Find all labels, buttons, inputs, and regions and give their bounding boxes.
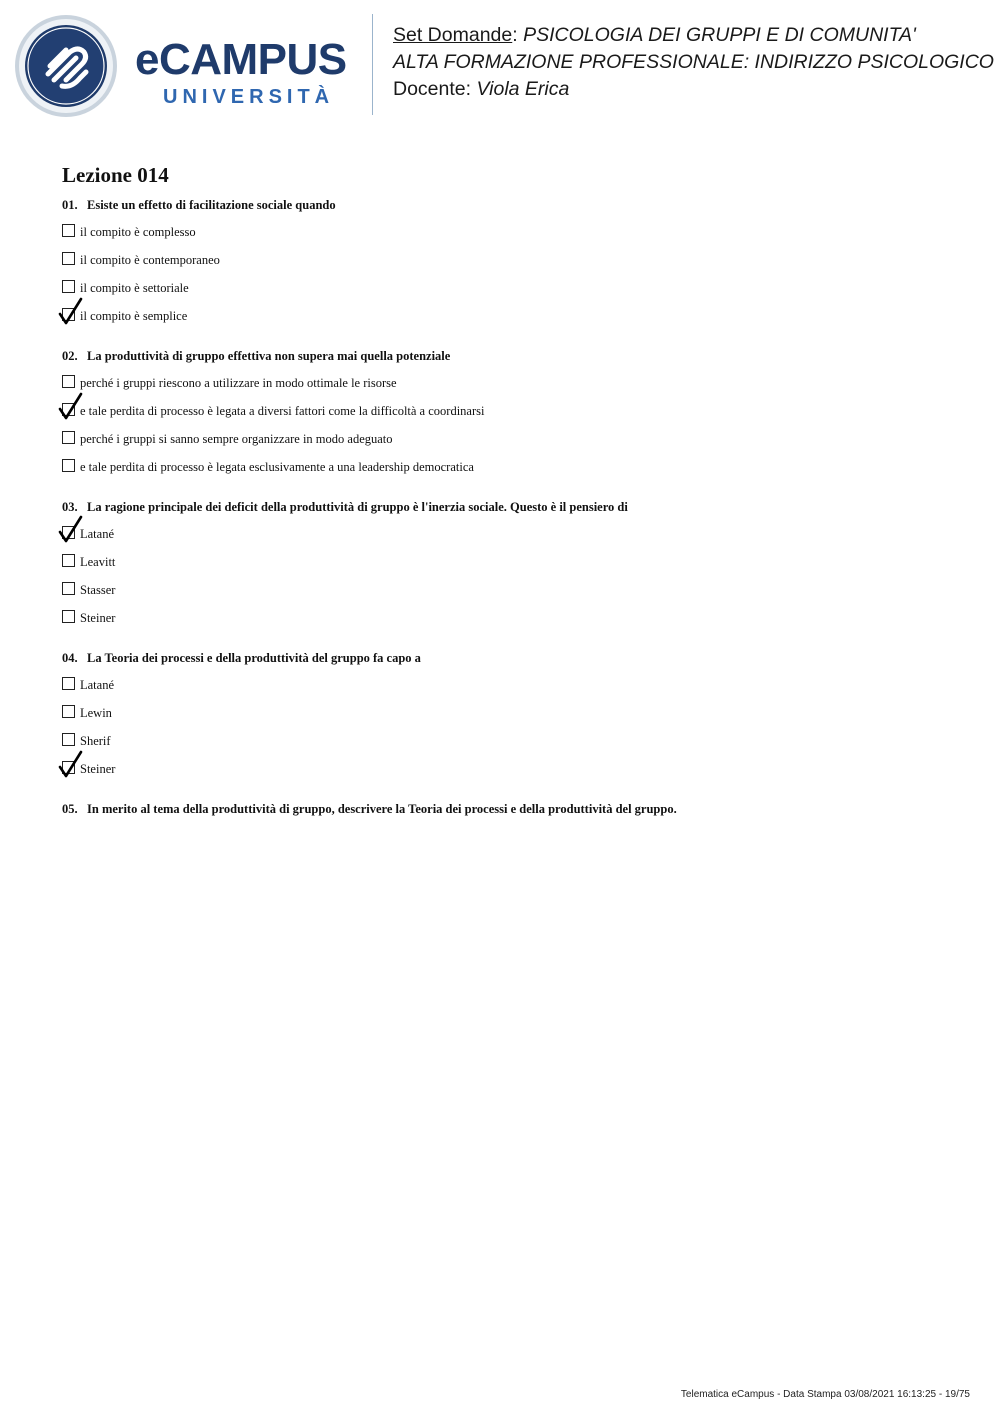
set-colon: : <box>512 24 524 46</box>
brand-name: eCAMPUS <box>135 35 347 84</box>
set-value: PSICOLOGIA DEI GRUPPI E DI COMUNITA' <box>523 24 916 46</box>
program-line: ALTA FORMAZIONE PROFESSIONALE: INDIRIZZO PSICOLOGICO <box>393 51 994 73</box>
brand-wordmark <box>135 36 365 116</box>
answer-text: e tale perdita di processo è legata a diversi fattori come la difficoltà a coordinarsi <box>80 404 485 418</box>
answer-text: il compito è settoriale <box>80 281 189 295</box>
answer-text: il compito è contemporaneo <box>80 253 220 267</box>
header-info <box>393 22 993 103</box>
ecampus-logo <box>14 14 359 118</box>
question-title <box>62 348 450 364</box>
teacher-line <box>393 76 993 103</box>
teacher-label: Docente: <box>393 78 472 100</box>
answer-checkbox[interactable] <box>62 252 75 265</box>
question-title <box>62 197 336 213</box>
ecampus-seal-icon <box>14 14 118 118</box>
set-line <box>393 22 993 49</box>
answer-text: e tale perdita di processo è legata esclusivamente a una leadership democratica <box>80 460 474 474</box>
answer-checkbox[interactable] <box>62 733 75 746</box>
brand-subtitle: UNIVERSITÀ <box>163 86 335 108</box>
question-text: Esiste un effetto di facilitazione sociale quando <box>87 198 336 212</box>
lesson-title: Lezione 014 <box>62 163 169 187</box>
answer-text: Latané <box>80 678 115 692</box>
teacher-name: Viola Erica <box>476 78 570 100</box>
answer-checkbox[interactable] <box>62 459 75 472</box>
answer-text: perché i gruppi riescono a utilizzare in modo ottimale le risorse <box>80 376 397 390</box>
answer-text: Steiner <box>80 762 116 776</box>
question-number: 02. <box>62 349 78 363</box>
answer-text: Lewin <box>80 706 112 720</box>
question-number: 03. <box>62 500 78 514</box>
question-text: La ragione principale dei deficit della produttività di gruppo è l'inerzia sociale. Questo è il pensiero di <box>87 500 628 514</box>
answer-text: Sherif <box>80 734 111 748</box>
question-number: 01. <box>62 198 78 212</box>
answer-checkbox[interactable] <box>62 610 75 623</box>
print-footer: Telematica eCampus - Data Stampa 03/08/2021 16:13:25 - 19/75 <box>680 1389 970 1400</box>
answer-checkbox[interactable] <box>62 375 75 388</box>
answer-checkbox[interactable] <box>62 554 75 567</box>
question-text: La Teoria dei processi e della produttività del gruppo fa capo a <box>87 651 421 665</box>
question-title <box>62 801 677 817</box>
answer-checkbox[interactable] <box>62 280 75 293</box>
question-text: La produttività di gruppo effettiva non supera mai quella potenziale <box>87 349 451 363</box>
answer-text: perché i gruppi si sanno sempre organizzare in modo adeguato <box>80 432 393 446</box>
answer-text: Steiner <box>80 611 116 625</box>
question-text: In merito al tema della produttività di gruppo, descrivere la Teoria dei processi e della produttività del gruppo. <box>87 802 677 816</box>
answer-text: Stasser <box>80 583 116 597</box>
answer-text: Leavitt <box>80 555 116 569</box>
answer-text: Latané <box>80 527 115 541</box>
answer-text: il compito è semplice <box>80 309 188 323</box>
header-divider <box>372 14 373 115</box>
question-title <box>62 650 421 666</box>
answer-checkbox[interactable] <box>62 224 75 237</box>
question-number: 04. <box>62 651 78 665</box>
answer-checkbox[interactable] <box>62 431 75 444</box>
set-label: Set Domande <box>393 24 513 46</box>
answer-checkbox[interactable] <box>62 705 75 718</box>
answer-text: il compito è complesso <box>80 225 196 239</box>
question-number: 05. <box>62 802 78 816</box>
answer-checkbox[interactable] <box>62 677 75 690</box>
answer-checkbox[interactable] <box>62 582 75 595</box>
question-title <box>62 499 628 515</box>
